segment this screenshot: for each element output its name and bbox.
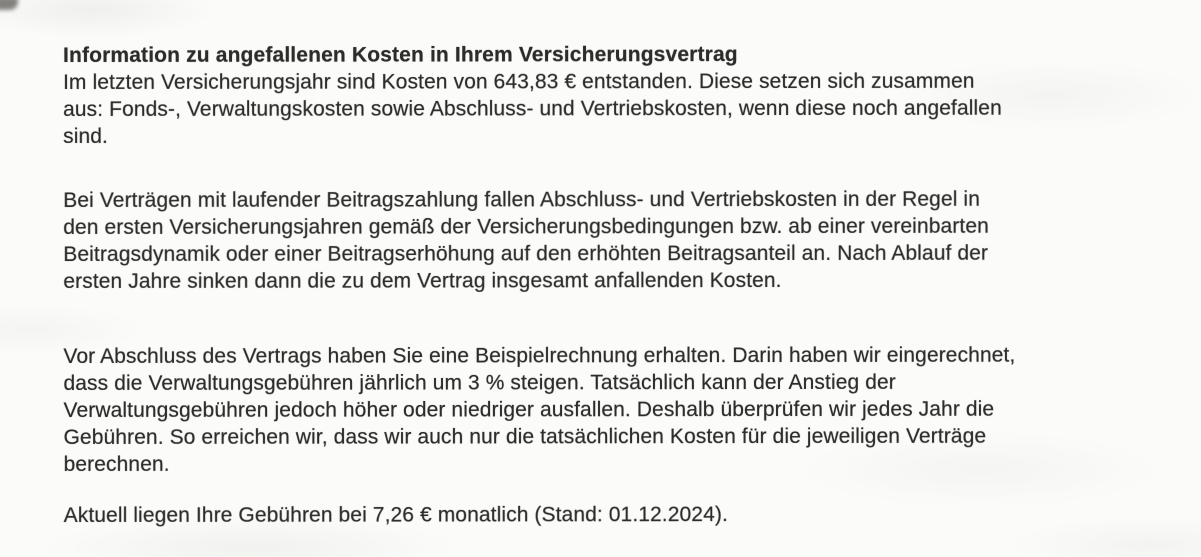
text-line: Beitragsdynamik oder einer Beitragserhöhung auf den erhöhten Beitragsanteil an. Nach Ablauf der <box>63 241 989 266</box>
text-line: den ersten Versicherungsjahren gemäß der Versicherungsbedingungen bzw. ab einer vereinbarten <box>63 214 989 239</box>
text-line: dass die Verwaltungsgebühren jährlich um 3 % steigen. Tatsächlich kann der Anstieg der <box>63 370 896 395</box>
paragraph-current-fee <box>64 501 1016 529</box>
text-line: ersten Jahre sinken dann die zu dem Vertrag insgesamt anfallenden Kosten. <box>63 268 782 293</box>
document-body <box>63 41 1016 529</box>
text-line: Verwaltungsgebühren jedoch höher oder niedriger ausfallen. Deshalb überprüfen wir jedes Jahr die <box>63 397 995 422</box>
text-line: berechnen. <box>63 452 170 476</box>
document-heading: Information zu angefallenen Kosten in Ihrem Versicherungsvertrag <box>63 43 738 67</box>
text-line: Gebühren. So erreichen wir, dass wir auch nur die tatsächlichen Kosten für die jeweiligen Verträge <box>63 424 987 449</box>
paragraph-acquisition-costs <box>63 186 1015 295</box>
text-line: Vor Abschluss des Vertrags haben Sie eine Beispielrechnung erhalten. Darin haben wir eingerechnet, <box>63 343 1016 368</box>
paragraph-cost-summary <box>63 68 1015 150</box>
scan-artifact-corner-smudge <box>0 0 18 10</box>
text-line: Aktuell liegen Ihre Gebühren bei 7,26 € monatlich (Stand: 01.12.2024). <box>63 503 728 527</box>
text-line: Bei Verträgen mit laufender Beitragszahlung fallen Abschluss- und Vertriebskosten in der Regel in <box>63 187 980 212</box>
text-line: Im letzten Versicherungsjahr sind Kosten von 643,83 € entstanden. Diese setzen sich zusammen <box>63 69 975 94</box>
paragraph-sample-calculation <box>63 342 1015 478</box>
text-line: aus: Fonds-, Verwaltungskosten sowie Abschluss- und Vertriebskosten, wenn diese noch angefallen <box>63 96 1002 121</box>
text-line: sind. <box>63 124 109 148</box>
